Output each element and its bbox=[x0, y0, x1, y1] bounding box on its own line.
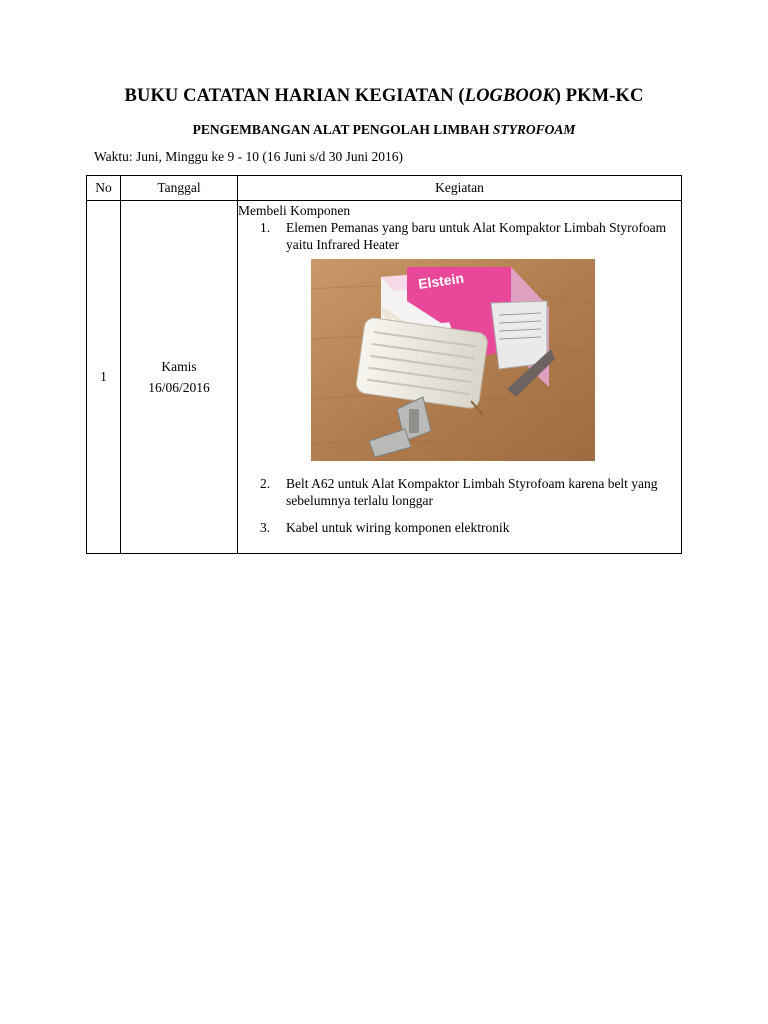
row-date: 16/06/2016 bbox=[148, 380, 210, 395]
spacer bbox=[238, 461, 681, 475]
document-title: BUKU CATATAN HARIAN KEGIATAN (LOGBOOK) PKM-KC bbox=[124, 86, 644, 106]
document-subtitle: PENGEMBANGAN ALAT PENGOLAH LIMBAH STYROFOAM bbox=[192, 122, 576, 137]
list-item-number: 2. bbox=[260, 476, 271, 491]
list-item-text: Elemen Pemanas yang baru untuk Alat Kompaktor Limbah Styrofoam yaitu Infrared Heater bbox=[286, 220, 667, 252]
table-row bbox=[87, 201, 682, 554]
column-header-tanggal: Tanggal bbox=[121, 176, 238, 201]
column-header-no: No bbox=[87, 176, 121, 201]
list-item bbox=[238, 475, 681, 509]
row-date-cell bbox=[121, 201, 238, 554]
list-item-number: 1. bbox=[260, 220, 271, 235]
table-header-row bbox=[87, 176, 682, 201]
column-header-kegiatan: Kegiatan bbox=[238, 176, 682, 201]
photo-brand-text: Elstein bbox=[417, 269, 465, 292]
row-activity-cell bbox=[238, 201, 682, 554]
activity-heading: Membeli Komponen bbox=[238, 203, 351, 218]
list-item-text: Belt A62 untuk Alat Kompaktor Limbah Styrofoam karena belt yang sebelumnya terlalu longgar bbox=[286, 476, 658, 508]
row-day: Kamis bbox=[161, 359, 197, 374]
spacer bbox=[238, 509, 681, 519]
row-number: 1 bbox=[87, 201, 121, 554]
logbook-table bbox=[86, 175, 682, 554]
time-period-line: Waktu: Juni, Minggu ke 9 - 10 (16 Juni s/d 30 Juni 2016) bbox=[94, 149, 404, 164]
list-item-number: 3. bbox=[260, 520, 271, 535]
list-item bbox=[238, 519, 681, 536]
list-item-text: Kabel untuk wiring komponen elektronik bbox=[286, 520, 510, 535]
list-item bbox=[238, 219, 681, 253]
infrared-heater-photo bbox=[311, 259, 595, 461]
